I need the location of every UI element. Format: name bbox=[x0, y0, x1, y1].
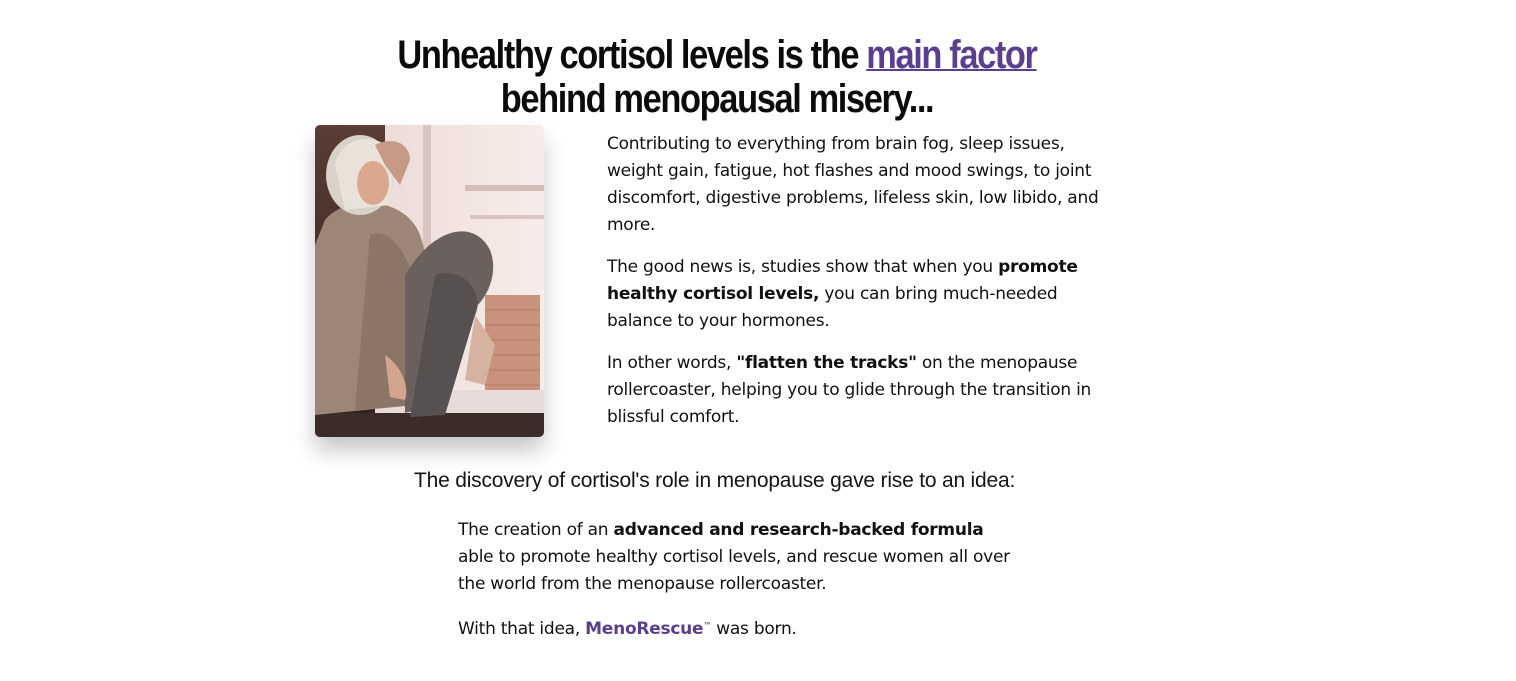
intro-copy bbox=[607, 131, 1107, 446]
flatten-tracks-paragraph: In other words, "flatten the tracks" on the menopause rollercoaster, helping you to glide through the transition in blissful comfort. bbox=[607, 353, 1092, 427]
promote-cortisol-emphasis: promote healthy cortisol levels, bbox=[607, 257, 1078, 304]
born-paragraph: With that idea, MenoRescue™ was born. bbox=[458, 619, 797, 639]
formula-paragraph: The creation of an advanced and research-backed formula able to promote healthy cortisol levels, and rescue women all over the world from the menopause rollercoaster. bbox=[458, 520, 1010, 594]
discovery-subheading: The discovery of cortisol's role in menopause gave rise to an idea: bbox=[414, 469, 1016, 492]
formula-emphasis: advanced and research-backed formula bbox=[613, 520, 984, 540]
brand-name: MenoRescue™ bbox=[585, 619, 712, 639]
woman-photo bbox=[315, 125, 544, 437]
headline bbox=[358, 33, 1075, 121]
symptoms-paragraph: Contributing to everything from brain fog, sleep issues, weight gain, fatigue, hot flashes and mood swings, to joint discomfort, digestive problems, lifeless skin, low libido, and more. bbox=[607, 134, 1099, 235]
trademark-symbol: ™ bbox=[703, 621, 712, 630]
headline-text-2: behind menopausal misery... bbox=[500, 76, 934, 121]
good-news-paragraph: The good news is, studies show that when you promote healthy cortisol levels, you can bring much-needed balance to your hormones. bbox=[607, 257, 1078, 331]
photo-illustration bbox=[315, 125, 544, 437]
creation-copy bbox=[458, 517, 1018, 657]
headline-text-1: Unhealthy cortisol levels is the bbox=[397, 32, 867, 77]
flatten-tracks-emphasis: "flatten the tracks" bbox=[736, 353, 917, 373]
main-factor-link[interactable]: main factor bbox=[866, 32, 1037, 77]
